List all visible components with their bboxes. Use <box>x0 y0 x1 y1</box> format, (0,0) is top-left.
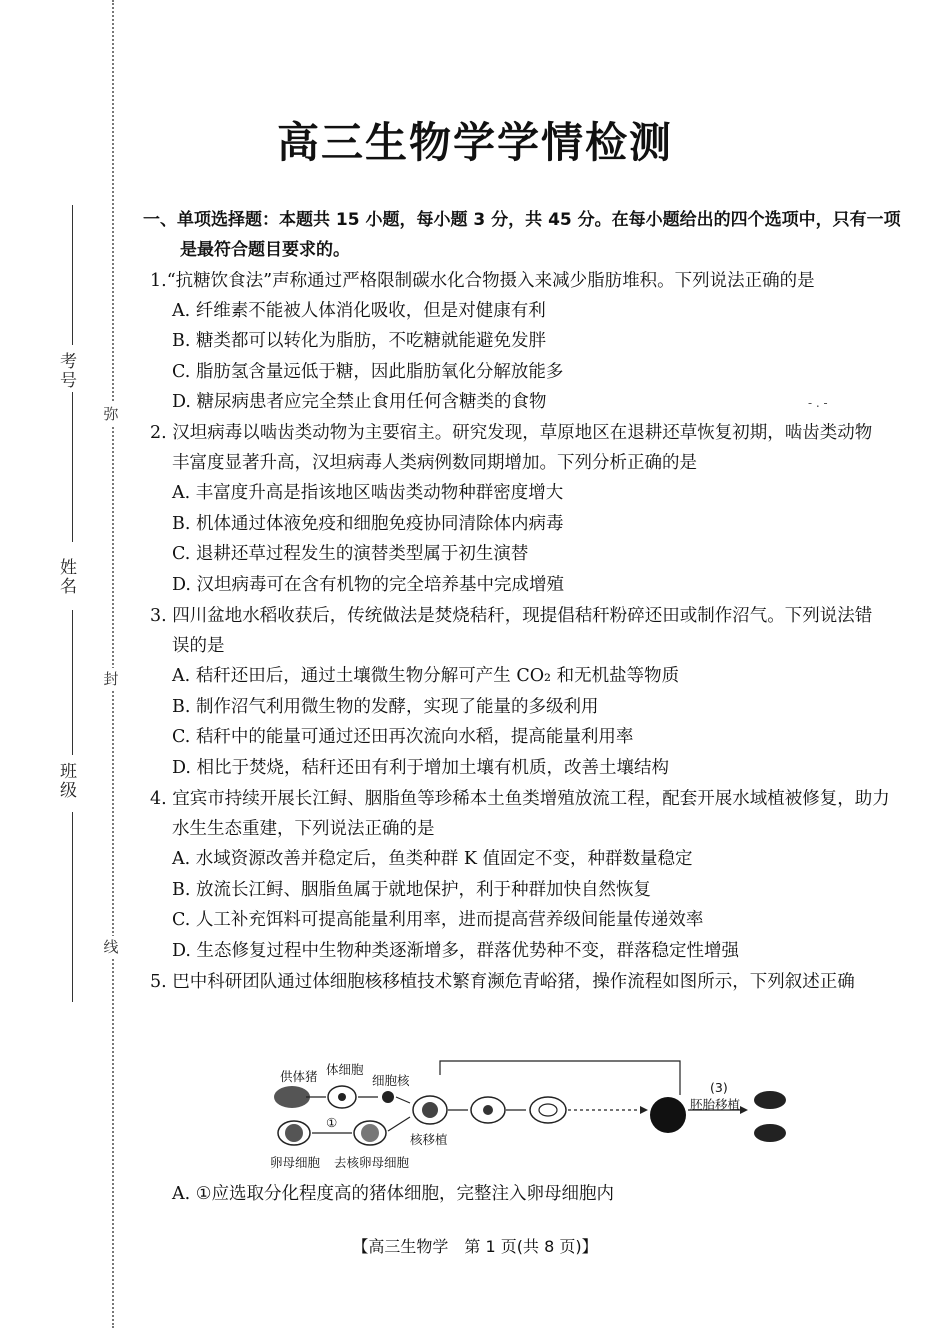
label-embryo-transfer: 胚胎移植 <box>690 1097 741 1112</box>
q3-option-d: D. 相比于焚烧，秸秆还田有利于增加土壤有机质，改善土壤结构 <box>172 758 670 778</box>
section-heading-line2: 是最符合题目要求的。 <box>180 240 350 260</box>
seal-char-mi: 弥 <box>100 403 122 425</box>
label-enucleated-oocyte: 去核卵母细胞 <box>334 1155 410 1170</box>
q4-stem-line2: 水生生态重建，下列说法正确的是 <box>172 819 435 839</box>
label-donor-pig: 供体猪 <box>280 1069 318 1084</box>
q3-stem-line1: 3. 四川盆地水稻收获后，传统做法是焚烧秸秆，现提倡秸秆粉碎还田或制作沼气。下列说法错 <box>150 606 873 626</box>
q4-option-a: A. 水域资源改善并稳定后，鱼类种群 K 值固定不变，种群数量稳定 <box>172 849 693 869</box>
section-heading-line1: 一、单项选择题：本题共 15 小题，每小题 3 分，共 45 分。在每小题给出的四个选项中，只有一项 <box>143 210 901 230</box>
q1-stem: 1.“抗糖饮食法”声称通过严格限制碳水化合物摄入来减少脂肪堆积。下列说法正确的是 <box>150 271 815 291</box>
nuclear-transfer-diagram <box>270 1055 800 1175</box>
q2-option-d: D. 汉坦病毒可在含有机物的完全培养基中完成增殖 <box>172 575 565 595</box>
q3-option-c: C. 秸秆中的能量可通过还田再次流向水稻，提高能量利用率 <box>172 727 634 747</box>
q3-option-a: A. 秸秆还田后，通过土壤微生物分解可产生 CO₂ 和无机盐等物质 <box>172 666 680 686</box>
margin-label-name: 姓名 <box>56 558 76 596</box>
q1-option-c: C. 脂肪氢含量远低于糖，因此脂肪氧化分解放能多 <box>172 362 564 382</box>
q1-option-a: A. 纤维素不能被人体消化吸收，但是对健康有利 <box>172 301 546 321</box>
fold-dash-line <box>112 0 114 1328</box>
q3-option-b: B. 制作沼气利用微生物的发酵，实现了能量的多级利用 <box>172 697 599 717</box>
q4-option-b: B. 放流长江鲟、胭脂鱼属于就地保护，利于种群加快自然恢复 <box>172 880 651 900</box>
page-title: 高三生物学学情检测 <box>276 118 673 167</box>
label-oocyte: 卵母细胞 <box>270 1155 321 1170</box>
q1-option-b: B. 糖类都可以转化为脂肪，不吃糖就能避免发胖 <box>172 331 546 351</box>
page-footer: 【高三生物学 第 1 页(共 8 页)】 <box>352 1237 598 1256</box>
seal-char-feng: 封 <box>100 668 122 690</box>
q4-option-c: C. 人工补充饵料可提高能量利用率，进而提高营养级间能量传递效率 <box>172 910 704 930</box>
label-step-3: (3) <box>710 1080 728 1095</box>
donor-pig-shape <box>274 1086 310 1108</box>
q2-stem-line2: 丰富度显著升高，汉坦病毒人类病例数同期增加。下列分析正确的是 <box>172 453 697 473</box>
q2-option-c: C. 退耕还草过程发生的演替类型属于初生演替 <box>172 544 529 564</box>
margin-label-class: 班级 <box>56 762 76 800</box>
margin-label-exam-number: 考号 <box>56 352 76 390</box>
label-nucleus: 细胞核 <box>372 1073 410 1088</box>
q3-stem-line2: 误的是 <box>172 636 225 656</box>
label-step-1: ① <box>326 1115 338 1130</box>
q5-option-a: A. ①应选取分化程度高的猪体细胞，完整注入卵母细胞内 <box>172 1184 614 1204</box>
seal-char-xian: 线 <box>100 936 122 958</box>
name-rule <box>72 610 73 755</box>
label-nuclear-transfer: 核移植 <box>410 1132 448 1147</box>
exam-number-rule-2 <box>72 392 73 542</box>
q4-stem-line1: 4. 宜宾市持续开展长江鲟、胭脂鱼等珍稀本土鱼类增殖放流工程，配套开展水域植被修复，助力 <box>150 789 890 809</box>
stray-mark: - . - <box>808 396 828 410</box>
offspring-pig-2 <box>754 1124 786 1142</box>
class-rule <box>72 812 73 1002</box>
q2-option-a: A. 丰富度升高是指该地区啮齿类动物种群密度增大 <box>172 483 564 503</box>
q5-stem-line1: 5. 巴中科研团队通过体细胞核移植技术繁育濒危青峪猪，操作流程如图所示，下列叙述正确 <box>150 972 855 992</box>
q2-option-b: B. 机体通过体液免疫和细胞免疫协同清除体内病毒 <box>172 514 564 534</box>
q2-stem-line1: 2. 汉坦病毒以啮齿类动物为主要宿主。研究发现，草原地区在退耕还草恢复初期，啮齿类动物 <box>150 423 873 443</box>
isolated-nucleus-shape <box>382 1091 394 1103</box>
offspring-pig-1 <box>754 1091 786 1109</box>
somatic-nucleus-shape <box>338 1093 346 1101</box>
q4-option-d: D. 生态修复过程中生物种类逐渐增多，群落优势种不变，群落稳定性增强 <box>172 941 740 961</box>
embryo-ball <box>650 1097 686 1133</box>
q1-option-d: D. 糖尿病患者应完全禁止食用任何含糖类的食物 <box>172 392 547 412</box>
label-somatic-cell: 体细胞 <box>326 1062 364 1077</box>
exam-number-rule <box>72 205 73 345</box>
